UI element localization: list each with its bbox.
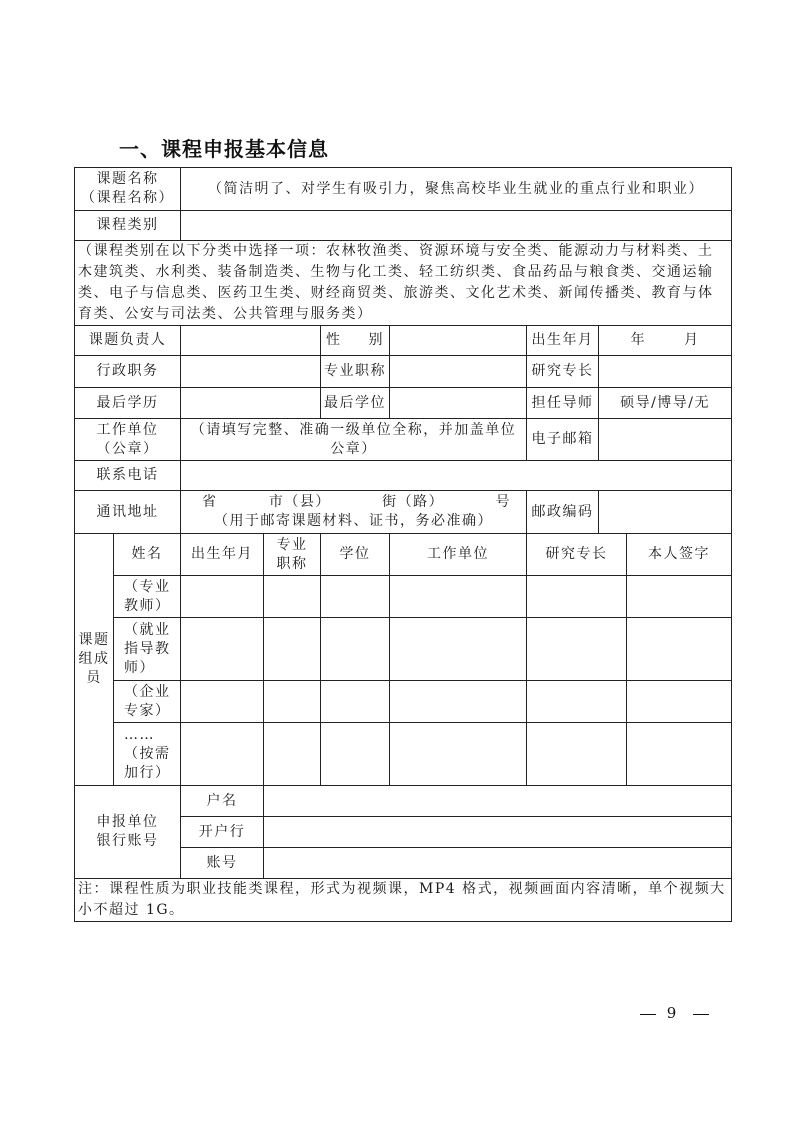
phone-row (75, 461, 732, 491)
members-header-degree: 学位 (321, 534, 390, 576)
course-name-field[interactable]: （简洁明了、对学生有吸引力，聚焦高校毕业生就业的重点行业和职业） (181, 168, 732, 211)
member-signature-cell[interactable] (627, 723, 732, 786)
members-header-name: 姓名 (114, 534, 181, 576)
members-header-row (75, 534, 732, 576)
address-row (75, 491, 732, 534)
address-province: 省 (202, 494, 218, 510)
course-name-row (75, 168, 732, 211)
admin-title-field[interactable] (181, 356, 321, 388)
member-role-professional-teacher[interactable]: （专业 教师） (114, 576, 181, 618)
member-birth-cell[interactable] (181, 681, 264, 723)
member-row (75, 681, 732, 723)
members-group-label: 课题 组成 员 (75, 534, 114, 786)
prof-title-field[interactable] (390, 356, 527, 388)
bank-name-label: 开户行 (181, 817, 264, 848)
account-number-field[interactable] (264, 848, 732, 879)
member-prof-title-cell[interactable] (264, 618, 321, 681)
category-instructions: （课程类别在以下分类中选择一项：农林牧渔类、资源环境与安全类、能源动力与材料类、土木建筑类、水利类、装备制造类、生物与化工类、轻工纺织类、食品药品与粮食类、交通运输类、电子与信息类、医药卫生类、财经商贸类、旅游类、文化艺术类、新闻传播类、教育与体育类、公安与司法类、公共管理与服务类） (75, 241, 732, 326)
birth-month-unit: 月 (684, 332, 700, 348)
workplace-field[interactable]: （请填写完整、准确一级单位全称，并加盖单位 公章） (181, 419, 527, 461)
member-degree-cell[interactable] (321, 618, 390, 681)
education-label: 最后学历 (75, 388, 181, 419)
account-number-label: 账号 (181, 848, 264, 879)
address-hint: （用于邮寄课题材料、证书，务必准确） (214, 513, 493, 529)
member-birth-cell[interactable] (181, 576, 264, 618)
postcode-label: 邮政编码 (527, 491, 599, 534)
course-category-label: 课程类别 (75, 211, 181, 241)
education-row (75, 388, 732, 419)
member-signature-cell[interactable] (627, 618, 732, 681)
member-row (75, 618, 732, 681)
members-header-prof-title: 专业 职称 (264, 534, 321, 576)
member-prof-title-cell[interactable] (264, 681, 321, 723)
members-header-birth: 出生年月 (181, 534, 264, 576)
address-number: 号 (495, 494, 511, 510)
member-workplace-cell[interactable] (390, 723, 527, 786)
email-label: 电子邮箱 (527, 419, 599, 461)
section-title: 一、课程申报基本信息 (119, 137, 329, 161)
member-research-cell[interactable] (527, 723, 627, 786)
member-role-career-advisor[interactable]: （就业 指导教 师） (114, 618, 181, 681)
member-row (75, 723, 732, 786)
course-category-field[interactable] (181, 211, 732, 241)
member-role-industry-expert[interactable]: （企业 专家） (114, 681, 181, 723)
member-birth-cell[interactable] (181, 618, 264, 681)
gender-label: 性 别 (321, 326, 390, 356)
page-number: 9 (640, 1004, 709, 1022)
member-signature-cell[interactable] (627, 576, 732, 618)
dash-right (693, 1014, 709, 1015)
leader-name-field[interactable] (181, 326, 321, 356)
birth-label: 出生年月 (527, 326, 599, 356)
dash-left (640, 1014, 656, 1015)
member-degree-cell[interactable] (321, 576, 390, 618)
prof-title-label: 专业职称 (321, 356, 390, 388)
member-research-cell[interactable] (527, 576, 627, 618)
note-row (75, 879, 732, 922)
address-city: 市（县） (268, 494, 331, 510)
member-research-cell[interactable] (527, 681, 627, 723)
postcode-field[interactable] (599, 491, 732, 534)
category-instructions-row (75, 241, 732, 326)
leader-name-label: 课题负责人 (75, 326, 181, 356)
birth-year-unit: 年 (630, 332, 647, 348)
member-workplace-cell[interactable] (390, 618, 527, 681)
account-name-label: 户名 (181, 786, 264, 817)
member-workplace-cell[interactable] (390, 576, 527, 618)
members-header-workplace: 工作单位 (390, 534, 527, 576)
admin-title-row (75, 356, 732, 388)
address-field[interactable] (181, 491, 527, 534)
course-application-form (74, 167, 732, 922)
members-header-research: 研究专长 (527, 534, 627, 576)
degree-label: 最后学位 (321, 388, 390, 419)
research-label: 研究专长 (527, 356, 599, 388)
member-row (75, 576, 732, 618)
supervisor-field[interactable]: 硕导/博导/无 (599, 388, 732, 419)
member-birth-cell[interactable] (181, 723, 264, 786)
bank-label: 申报单位 银行账号 (75, 786, 181, 879)
address-street: 街（路） (382, 494, 445, 510)
member-research-cell[interactable] (527, 618, 627, 681)
birth-field[interactable] (599, 326, 732, 356)
bank-account-name-row (75, 786, 732, 817)
course-name-label: 课题名称 （课程名称） (75, 168, 181, 211)
members-header-signature: 本人签字 (627, 534, 732, 576)
research-field[interactable] (599, 356, 732, 388)
supervisor-label: 担任导师 (527, 388, 599, 419)
member-role-additional[interactable]: …… （按需 加行） (114, 723, 181, 786)
leader-row (75, 326, 732, 356)
course-category-row (75, 211, 732, 241)
bank-name-field[interactable] (264, 817, 732, 848)
member-prof-title-cell[interactable] (264, 723, 321, 786)
degree-field[interactable] (390, 388, 527, 419)
member-signature-cell[interactable] (627, 681, 732, 723)
member-degree-cell[interactable] (321, 681, 390, 723)
admin-title-label: 行政职务 (75, 356, 181, 388)
phone-field[interactable] (181, 461, 732, 491)
workplace-row (75, 419, 732, 461)
member-prof-title-cell[interactable] (264, 576, 321, 618)
email-field[interactable] (599, 419, 732, 461)
phone-label: 联系电话 (75, 461, 181, 491)
note-text: 注：课程性质为职业技能类课程，形式为视频课，MP4 格式，视频画面内容清晰，单个视频大小不超过 1G。 (75, 879, 732, 922)
member-workplace-cell[interactable] (390, 681, 527, 723)
address-label: 通讯地址 (75, 491, 181, 534)
gender-field[interactable] (390, 326, 527, 356)
account-name-field[interactable] (264, 786, 732, 817)
education-field[interactable] (181, 388, 321, 419)
workplace-label: 工作单位 （公章） (75, 419, 181, 461)
member-degree-cell[interactable] (321, 723, 390, 786)
